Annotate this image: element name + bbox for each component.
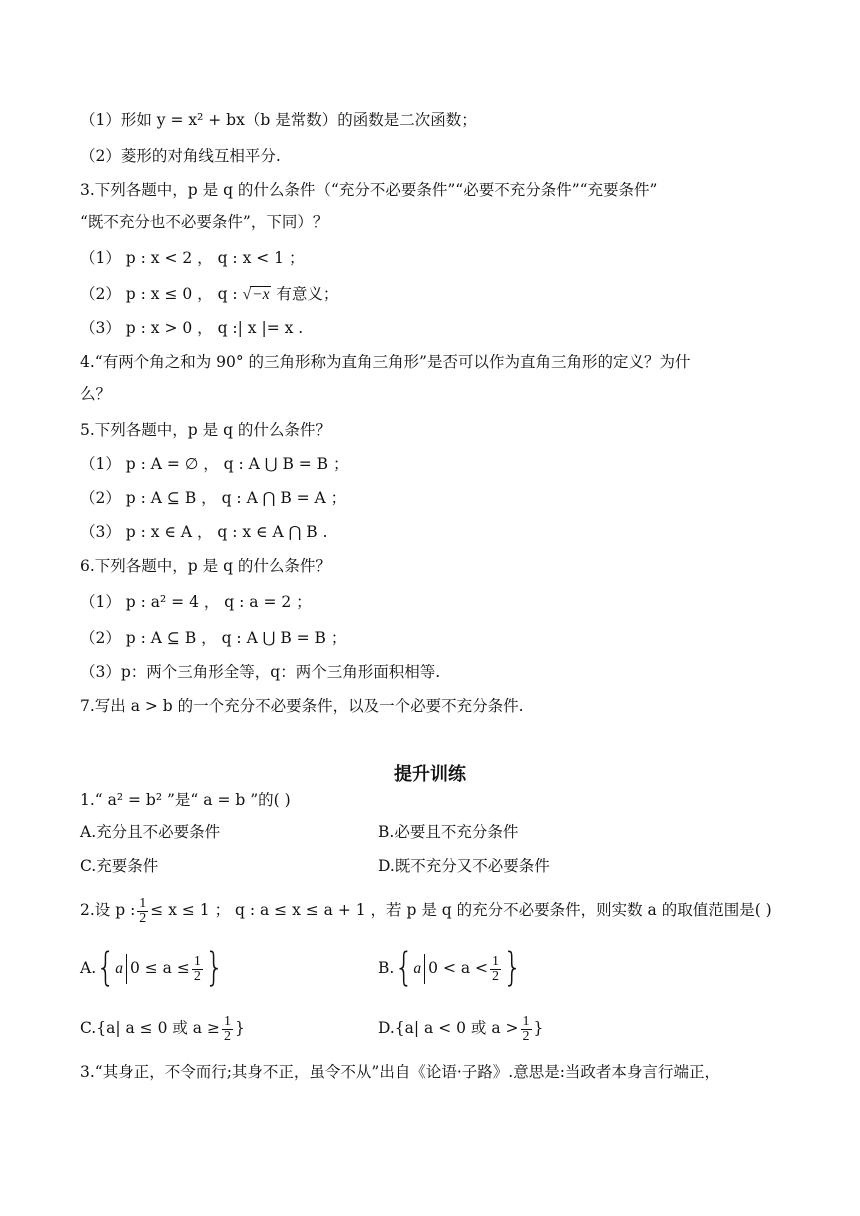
option-a <box>80 945 224 992</box>
sqrt-radicand: −x <box>252 286 270 303</box>
option-b: B.必要且不充分条件 <box>378 823 519 841</box>
fraction-numerator: 1 <box>522 1013 530 1029</box>
left-brace: { <box>394 945 414 992</box>
text-line: 4.“有两个角之和为 90° 的三角形称为直角三角形”是否可以作为直角三角形的定义？为什 <box>80 353 691 371</box>
right-brace: } <box>204 945 224 992</box>
text-line <box>80 284 338 305</box>
text-line: （2） p : A ⊆ B ， q : A ⋂ B = A ； <box>80 489 347 507</box>
text-line: （1）形如 y = x² + bx（b 是常数）的函数是二次函数； <box>80 111 477 129</box>
fraction-denominator: 2 <box>223 1028 231 1044</box>
text-segment: ≤ x ≤ 1 ； q : a ≤ x ≤ a + 1 ，若 p 是 q 的充分不必要条件，则实数 a 的取值范围是( ) <box>150 901 772 919</box>
fraction-denominator: 2 <box>139 910 147 926</box>
text-line: “既不充分也不必要条件”，下同）？ <box>80 213 329 231</box>
text-line: 么？ <box>80 385 112 403</box>
set-variable: a <box>115 960 123 977</box>
text-line: （3）p：两个三角形全等，q：两个三角形面积相等. <box>80 663 441 681</box>
fraction <box>521 1015 532 1044</box>
option-letter: B. <box>378 959 395 977</box>
text-segment: 有意义； <box>271 285 339 303</box>
text-line: （3） p : x ∈ A ， q : x ∈ A ⋂ B . <box>80 523 328 541</box>
set-close: } <box>234 1019 245 1037</box>
text-line: 3.下列各题中，p 是 q 的什么条件（“充分不必要条件”“必要不充分条件”“充要条件” <box>80 181 658 199</box>
question-stem: 3.“其身正，不令而行;其身不正，虽令不从”出自《论语·子路》.意思是:当政者本身言行端正， <box>80 1063 720 1081</box>
text-line: 5.下列各题中，p 是 q 的什么条件？ <box>80 421 331 439</box>
set-condition: 0 < a < <box>428 959 489 977</box>
text-line: （1） p : A = ∅ ， q : A ⋃ B = B ； <box>80 455 349 473</box>
option-b <box>378 945 523 992</box>
section-heading: 提升训练 <box>394 764 466 785</box>
set-condition: D.{a| a < 0 或 a > <box>378 1019 519 1037</box>
text-line: 6.下列各题中，p 是 q 的什么条件？ <box>80 557 331 575</box>
set-bar <box>424 954 425 984</box>
text-line: （1） p : a² = 4 ， q : a = 2 ； <box>80 593 312 611</box>
fraction-denominator: 2 <box>522 1028 530 1044</box>
text-line: （1） p : x < 2 ， q : x < 1 ； <box>80 249 305 267</box>
fraction-denominator: 2 <box>492 968 500 984</box>
text-segment: （2） p : x ≤ 0 ， q : <box>80 285 243 303</box>
option-c <box>80 1008 245 1048</box>
fraction <box>137 897 148 926</box>
sqrt-sign: √ <box>242 286 252 303</box>
fraction <box>222 1015 233 1044</box>
fraction-numerator: 1 <box>492 953 500 969</box>
fraction-numerator: 1 <box>139 895 147 911</box>
set-variable: a <box>413 960 422 977</box>
fraction-denominator: 2 <box>193 968 201 984</box>
question-stem: 1.“ a² = b² ”是“ a = b ”的( ) <box>80 791 291 809</box>
fraction <box>490 955 501 984</box>
text-line: （2）菱形的对角线互相平分. <box>80 147 281 165</box>
set-bar <box>126 954 127 984</box>
set-condition: 0 ≤ a ≤ <box>129 959 190 977</box>
fraction <box>192 955 203 984</box>
text-line: （3） p : x > 0 ， q :| x |= x . <box>80 319 304 337</box>
option-d: D.既不充分又不必要条件 <box>378 857 550 875</box>
set-close: } <box>533 1019 544 1037</box>
option-letter: A. <box>80 959 97 977</box>
right-brace: } <box>503 945 523 992</box>
fraction-numerator: 1 <box>193 953 201 969</box>
question-stem <box>80 892 772 928</box>
left-brace: { <box>96 945 116 992</box>
option-d <box>378 1008 543 1048</box>
set-condition: C.{a| a ≤ 0 或 a ≥ <box>80 1019 220 1037</box>
text-line: 7.写出 a > b 的一个充分不必要条件，以及一个必要不充分条件. <box>80 697 524 715</box>
fraction-numerator: 1 <box>223 1013 231 1029</box>
option-c: C.充要条件 <box>80 857 159 875</box>
text-segment: 2.设 p : <box>80 901 136 919</box>
text-line: （2） p : A ⊆ B ， q : A ⋃ B = B ； <box>80 629 347 647</box>
option-a: A.充分且不必要条件 <box>80 823 221 841</box>
